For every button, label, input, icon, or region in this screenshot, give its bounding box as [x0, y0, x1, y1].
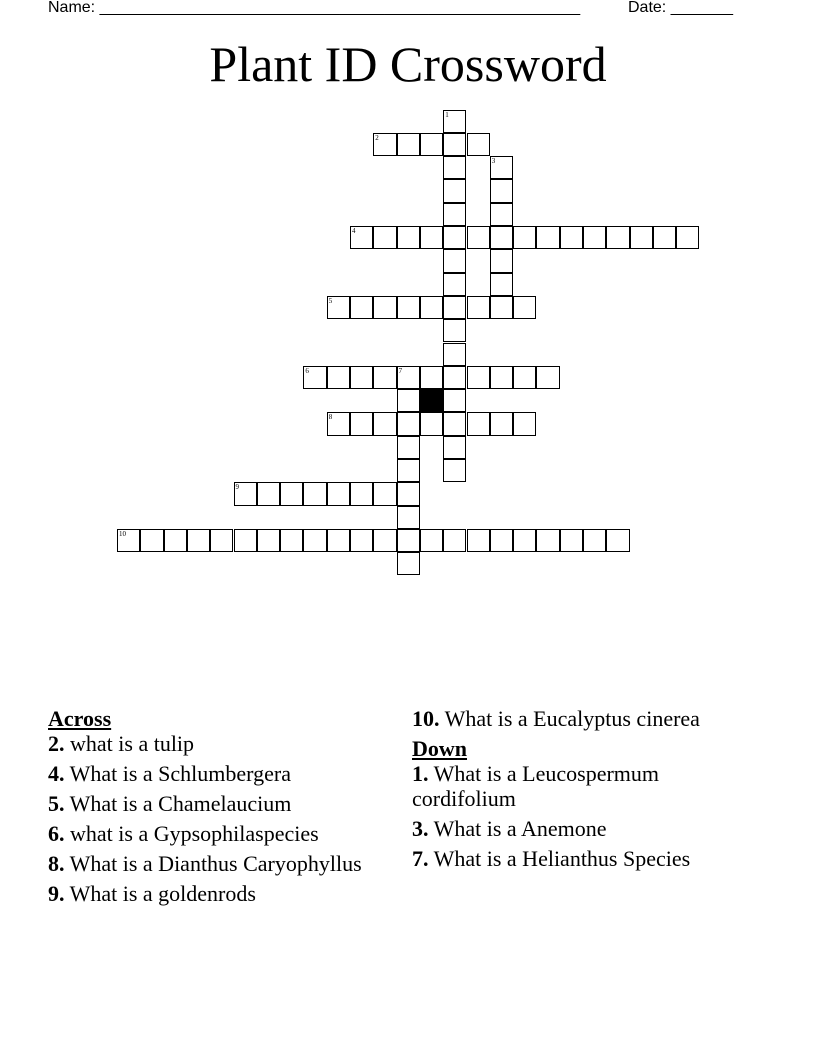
- grid-cell[interactable]: [140, 529, 163, 552]
- grid-cell[interactable]: [420, 529, 443, 552]
- grid-cell[interactable]: [210, 529, 233, 552]
- grid-cell[interactable]: [350, 226, 373, 249]
- grid-cell[interactable]: [420, 296, 443, 319]
- grid-cell[interactable]: [327, 412, 350, 435]
- grid-cell[interactable]: [443, 249, 466, 272]
- black-cell: [420, 389, 443, 412]
- grid-cell[interactable]: [467, 412, 490, 435]
- grid-cell[interactable]: [397, 366, 420, 389]
- grid-cell[interactable]: [513, 366, 536, 389]
- clue-across-2: 2. what is a tulip: [48, 731, 195, 756]
- clue-across-9: 9. What is a goldenrods: [48, 881, 256, 906]
- grid-cell[interactable]: [490, 249, 513, 272]
- grid-cell[interactable]: [397, 412, 420, 435]
- grid-cell[interactable]: [373, 133, 396, 156]
- clue-number: 3: [491, 157, 496, 166]
- clue-number: 5: [328, 296, 333, 305]
- clue-number: 6: [305, 366, 309, 375]
- grid-cell[interactable]: [327, 366, 350, 389]
- grid-cell[interactable]: [397, 389, 420, 412]
- grid-cell[interactable]: [303, 482, 326, 505]
- grid-cell[interactable]: [490, 156, 513, 179]
- grid-cell[interactable]: [606, 226, 629, 249]
- grid-cell[interactable]: [443, 156, 466, 179]
- grid-cell[interactable]: [443, 412, 466, 435]
- clues-left-column: [48, 706, 388, 906]
- grid-cell[interactable]: [490, 203, 513, 226]
- grid-cell[interactable]: [350, 296, 373, 319]
- grid-cell[interactable]: [164, 529, 187, 552]
- grid-cell[interactable]: [467, 366, 490, 389]
- grid-cell[interactable]: [536, 529, 559, 552]
- grid-cell[interactable]: [397, 506, 420, 529]
- grid-cell[interactable]: [583, 226, 606, 249]
- grid-cell[interactable]: [490, 412, 513, 435]
- across-heading: Across: [48, 706, 112, 731]
- grid-cell[interactable]: [420, 133, 443, 156]
- grid-cell[interactable]: [467, 226, 490, 249]
- grid-cell[interactable]: [397, 529, 420, 552]
- grid-cell[interactable]: [583, 529, 606, 552]
- grid-cell[interactable]: [443, 366, 466, 389]
- grid-cell[interactable]: [397, 133, 420, 156]
- grid-cell[interactable]: [443, 133, 466, 156]
- grid-cell[interactable]: [373, 482, 396, 505]
- name-field[interactable]: Name: ______________________________________________________: [48, 0, 581, 16]
- grid-cell[interactable]: [467, 296, 490, 319]
- grid-cell[interactable]: [513, 529, 536, 552]
- grid-cell[interactable]: [676, 226, 699, 249]
- grid-cell[interactable]: [630, 226, 653, 249]
- grid-cell[interactable]: [327, 296, 350, 319]
- clue-across-6: 6. what is a Gypsophilaspecies: [48, 821, 319, 846]
- clue-down-3: 3. What is a Anemone: [412, 816, 607, 841]
- grid-cell[interactable]: [490, 296, 513, 319]
- grid-cell[interactable]: [303, 529, 326, 552]
- grid-cell[interactable]: [397, 226, 420, 249]
- grid-cell[interactable]: [443, 389, 466, 412]
- grid-cell[interactable]: [373, 226, 396, 249]
- grid-cell[interactable]: [257, 482, 280, 505]
- grid-cell[interactable]: [513, 412, 536, 435]
- grid-cell[interactable]: [490, 366, 513, 389]
- grid-cell[interactable]: [397, 436, 420, 459]
- clue-number: 8: [328, 413, 333, 422]
- grid-cell[interactable]: [234, 529, 257, 552]
- grid-cell[interactable]: [443, 296, 466, 319]
- grid-cell[interactable]: [443, 319, 466, 342]
- grid-cell[interactable]: [397, 459, 420, 482]
- grid-cell[interactable]: [653, 226, 676, 249]
- grid-cell[interactable]: [397, 552, 420, 575]
- clue-across-10: 10. What is a Eucalyptus cinerea: [412, 706, 700, 731]
- grid-cell[interactable]: [443, 110, 466, 133]
- grid-cell[interactable]: [373, 529, 396, 552]
- grid-cell[interactable]: [350, 412, 373, 435]
- grid-cell[interactable]: [443, 179, 466, 202]
- grid-cell[interactable]: [350, 529, 373, 552]
- grid-cell[interactable]: [467, 133, 490, 156]
- grid-cell[interactable]: [257, 529, 280, 552]
- grid-cell[interactable]: [397, 482, 420, 505]
- grid-cell[interactable]: [443, 459, 466, 482]
- grid-cell[interactable]: [443, 436, 466, 459]
- clues-right-column: [412, 706, 732, 871]
- grid-cell[interactable]: [513, 296, 536, 319]
- grid-cell[interactable]: [397, 296, 420, 319]
- grid-cell[interactable]: [490, 179, 513, 202]
- grid-cell[interactable]: [280, 529, 303, 552]
- grid-cell[interactable]: [467, 529, 490, 552]
- clue-across-5: 5. What is a Chamelaucium: [48, 791, 292, 816]
- grid-cell[interactable]: [443, 226, 466, 249]
- grid-cell[interactable]: [187, 529, 210, 552]
- clue-down-7: 7. What is a Helianthus Species: [412, 846, 691, 871]
- grid-cell[interactable]: [117, 529, 140, 552]
- grid-cell[interactable]: [490, 226, 513, 249]
- grid-cell[interactable]: [327, 482, 350, 505]
- grid-cell[interactable]: [373, 366, 396, 389]
- grid-cell[interactable]: [373, 296, 396, 319]
- grid-cell[interactable]: [536, 366, 559, 389]
- grid-cell[interactable]: [327, 529, 350, 552]
- clue-number: 7: [398, 366, 403, 375]
- date-field[interactable]: Date: _______: [628, 0, 733, 16]
- grid-cell[interactable]: [443, 273, 466, 296]
- grid-cell[interactable]: [420, 226, 443, 249]
- grid-cell[interactable]: [490, 529, 513, 552]
- grid-cell[interactable]: [560, 226, 583, 249]
- down-heading: Down: [412, 736, 468, 761]
- grid-cell[interactable]: [513, 226, 536, 249]
- grid-cell[interactable]: [420, 366, 443, 389]
- grid-cell[interactable]: [560, 529, 583, 552]
- grid-cell[interactable]: [443, 529, 466, 552]
- clue-across-8: 8. What is a Dianthus Caryophyllus: [48, 851, 362, 876]
- grid-cell[interactable]: [420, 412, 443, 435]
- grid-cell[interactable]: [234, 482, 257, 505]
- grid-cell[interactable]: [443, 203, 466, 226]
- grid-cell[interactable]: [490, 273, 513, 296]
- grid-cell[interactable]: [280, 482, 303, 505]
- clue-number: 4: [352, 227, 356, 235]
- grid-cell[interactable]: [606, 529, 629, 552]
- clue-number: 2: [375, 133, 379, 142]
- grid-cell[interactable]: [373, 412, 396, 435]
- grid-cell[interactable]: [350, 366, 373, 389]
- clue-down-1: 1. What is a Leucospermum cordifolium: [412, 761, 660, 811]
- grid-cell[interactable]: [443, 343, 466, 366]
- clue-number: 1: [445, 110, 449, 119]
- grid-cell[interactable]: [350, 482, 373, 505]
- grid-cell[interactable]: [303, 366, 326, 389]
- clue-number: 10: [119, 529, 126, 538]
- clue-number: 9: [235, 483, 239, 492]
- grid-cell[interactable]: [536, 226, 559, 249]
- page-title: Plant ID Crossword: [209, 36, 607, 92]
- clue-across-4: 4. What is a Schlumbergera: [48, 761, 291, 786]
